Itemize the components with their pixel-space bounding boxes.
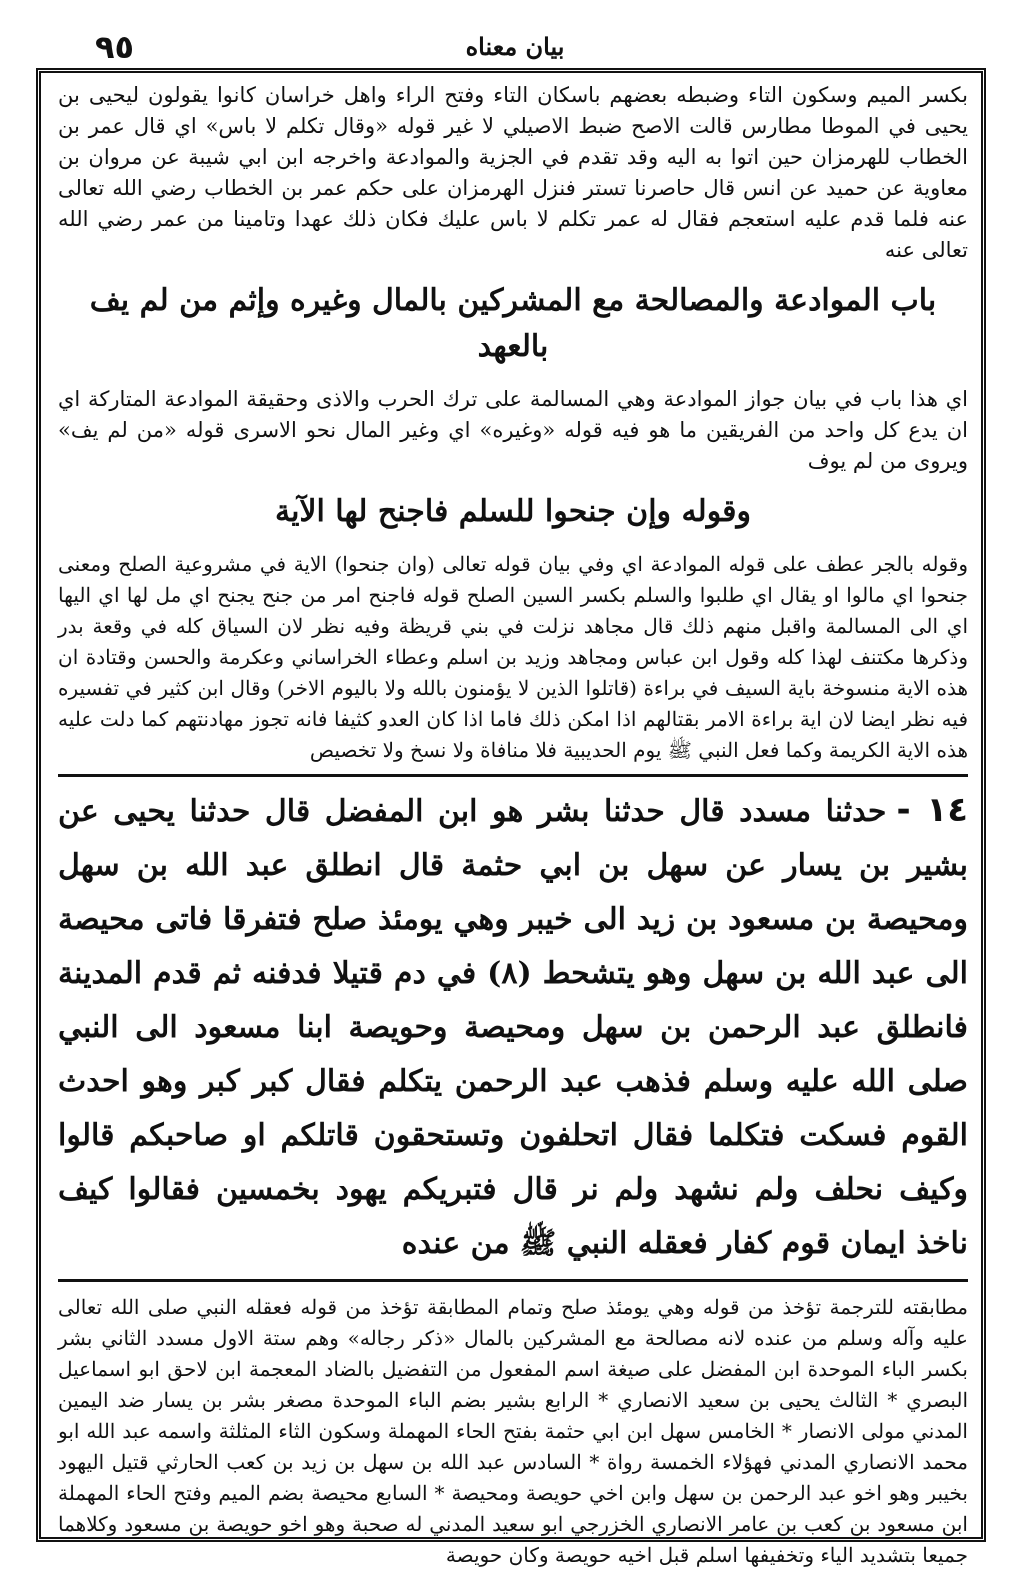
page-number: ٩٥ xyxy=(95,28,135,66)
page-content xyxy=(58,80,968,1577)
hadith-text xyxy=(58,783,968,1271)
running-title: بيان معناه xyxy=(465,32,565,61)
page-header xyxy=(40,28,990,64)
final-commentary: مطابقته للترجمة تؤخذ من قوله وهي يومئذ صلح وتمام المطابقة تؤخذ من قوله فعقله النبي صلى الله تعالى عليه وآله وسلم من عنده لانه مصالحة مع المشركين بالمال «ذكر رجاله» وهم ستة الاول مسدد الثاني بشر بكسر الباء الموحدة ابن المفضل على صيغة اسم المفعول من التفضيل بالضاد المعجمة ابن لاحق ابو اسماعيل البصري * الثالث يحيى بن سعيد الانصاري * الرابع بشير بضم الباء الموحدة مصغر بشر بن يسار ضد اليمين المدني مولى الانصار * الخامس سهل ابن ابي حثمة بفتح الحاء المهملة وسكون الثاء المثلثة واسمه عبد الله ابو محمد الانصاري المدني فهؤلاء الخمسة رواة * السادس عبد الله بن سهل بن زيد بن كعب الحارثي قتيل اليهود بخيبر وهو اخو عبد الرحمن بن سهل وابن اخي حويصة ومحيصة * السابع محيصة بضم الميم وفتح الحاء المهملة ابن مسعود بن كعب بن عامر الانصاري الخزرجي ابو سعيد المدني له صحبة وهو اخو حويصة بن مسعود وكلاهما جميعا بتشديد الياء وتخفيفها اسلم قبل اخيه حويصة وكان حويصة xyxy=(58,1295,968,1567)
bab-heading-janahu: وقوله وإن جنحوا للسلم فاجنح لها الآية xyxy=(274,494,752,529)
bab-commentary-muwada: اي هذا باب في بيان جواز الموادعة وهي المسالمة على ترك الحرب والاذى وحقيقة الموادعة المتاركة اي ان يدع كل واحد من الفريقين ما هو فيه قوله «وغيره» اي وغير المال نحو الاسرى قوله «من لم يف» ويروى من لم يوف xyxy=(58,387,968,473)
bab-commentary-janahu: وقوله بالجر عطف على قوله الموادعة اي وفي بيان قوله تعالى (وان جنحوا) الاية في مشروعية الصلح ومعنى جنحوا اي مالوا او يقال اي طلبوا والسلم بكسر السين الصلح قوله فاجنح امر من جنح يجنح اي مل لها اي اليها اي الى المسالمة واقبل منهم ذلك قال مجاهد نزلت في بني قريظة وفيه نظر لان السياق كله في وقعة بدر وذكرها مكتنف لهذا كله وقول ابن عباس ومجاهد وزيد بن اسلم وعطاء الخراساني وعكرمة والحسن وقتادة ان هذه الاية منسوخة باية السيف في براءة (قاتلوا الذين لا يؤمنون بالله ولا باليوم الاخر) وقال ابن كثير في تفسيره فيه نظر ايضا لان اية براءة الامر بقتالهم اذا امكن ذلك فاما اذا كان العدو كثيفا فانه تجوز مهادنتهم كما دلت عليه هذه الاية الكريمة وكما فعل النبي ﷺ يوم الحديبية فلا منافاة ولا نسخ ولا تخصيص xyxy=(58,552,969,762)
hadith-number: ١٤ - xyxy=(896,790,968,830)
hadith-body: حدثنا مسدد قال حدثنا بشر هو ابن المفضل قال حدثنا يحيى عن بشير بن يسار عن سهل بن ابي حثمة قال انطلق عبد الله بن سهل ومحيصة بن مسعود بن زيد الى خيبر وهي يومئذ صلح فتفرقا فاتى محيصة الى عبد الله بن سهل وهو يتشحط (٨) في دم قتيلا فدفنه ثم قدم المدينة فانطلق عبد الرحمن بن سهل ومحيصة وحويصة ابنا مسعود الى النبي صلى الله عليه وسلم فذهب عبد الرحمن يتكلم فقال كبر كبر وهو احدث القوم فسكت فتكلما فقال اتحلفون وتستحقون قاتلكم او صاحبكم قالوا وكيف نحلف ولم نشهد ولم نر قال فتبريكم يهود بخمسين فقالوا كيف ناخذ ايمان قوم كفار فعقله النبي ﷺ من عنده xyxy=(58,794,968,1261)
hadith-block xyxy=(58,774,968,1282)
bab-heading-muwada: باب الموادعة والمصالحة مع المشركين بالمال وغيره وإثم من لم يف بالعهد xyxy=(89,283,937,364)
intro-paragraph: بكسر الميم وسكون التاء وضبطه بعضهم باسكان التاء وفتح الراء واهل خراسان كانوا يقولون ليحيى بن يحيى في الموطا مطارس قالت الاصح ضبط الاصيلي لا غير قوله «وقال تكلم لا باس» اي قال عمر بن الخطاب للهرمزان حين اتوا به اليه وقد تقدم في الجزية والموادعة واخرجه ابن ابي شيبة عن مروان بن معاوية عن حميد عن انس قال حاصرنا تستر فنزل الهرمزان على حكم عمر بن الخطاب رضي الله تعالى عنه فلما قدم عليه استعجم فقال له عمر تكلم لا باس عليك فكان ذلك عهدا وتامينا من عمر رضي الله تعالى عنه xyxy=(58,83,968,262)
